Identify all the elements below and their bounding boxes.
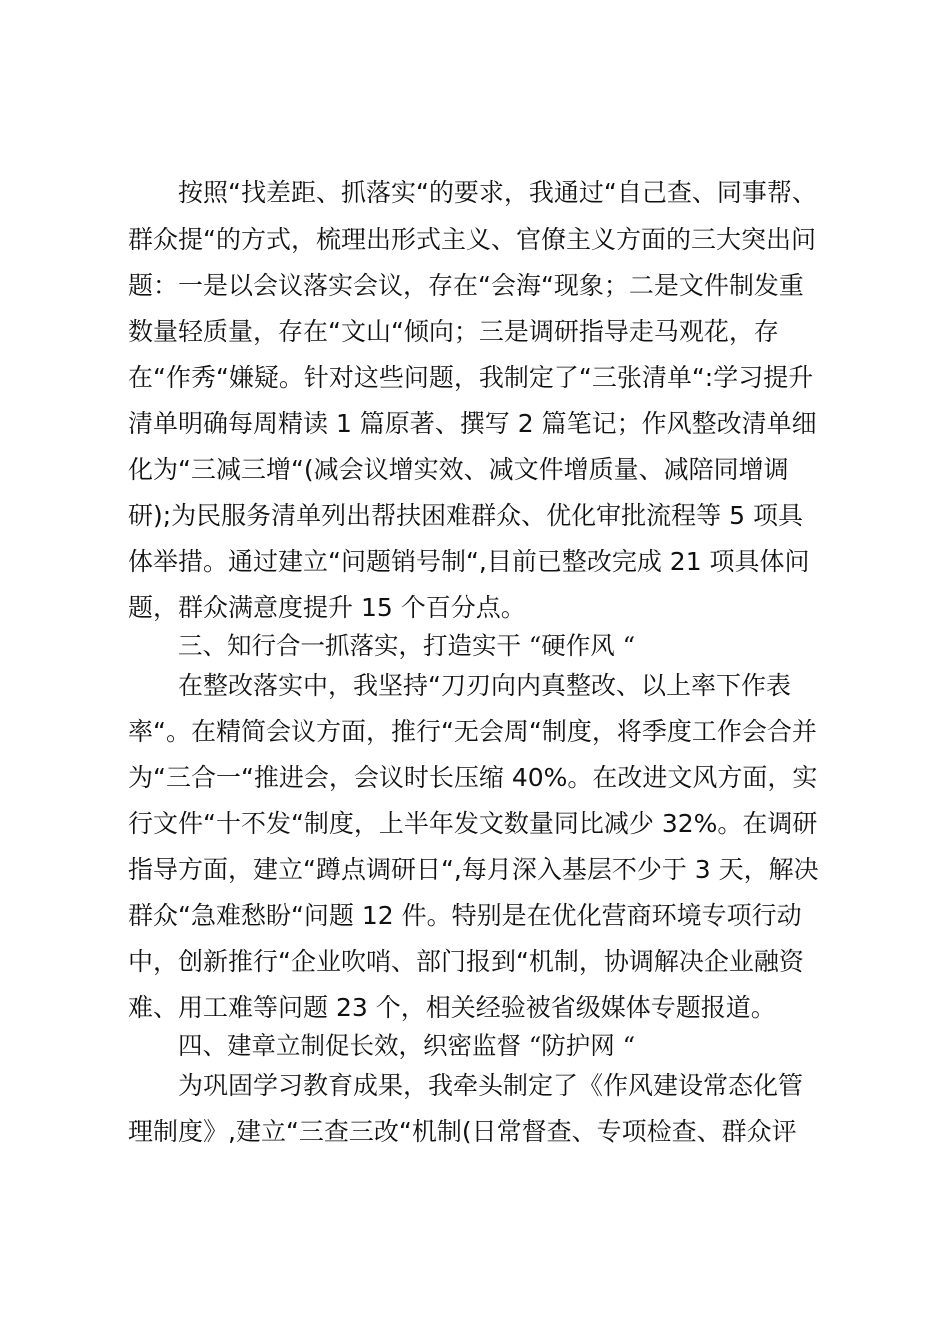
paragraph-1-line-2: 群众提“的方式，梳理出形式主义、官僚主义方面的三大突出问 xyxy=(128,225,816,254)
paragraph-2-line-5: 指导方面，建立“蹲点调研日“,每月深入基层不少于 3 天，解决 xyxy=(128,855,819,884)
paragraph-1-line-3: 题：一是以会议落实会议，存在“会海“现象；二是文件制发重 xyxy=(128,271,804,300)
paragraph-1-line-6: 清单明确每周精读 1 篇原著、撰写 2 篇笔记；作风整改清单细 xyxy=(128,409,817,438)
paragraph-1-line-8: 研);为民服务清单列出帮扶困难群众、优化审批流程等 5 项具 xyxy=(128,501,803,530)
paragraph-1-line-4: 数量轻质量，存在“文山“倾向；三是调研指导走马观花，存 xyxy=(128,317,779,346)
paragraph-1-line-10: 题，群众满意度提升 15 个百分点。 xyxy=(128,593,526,622)
paragraph-1-line-7: 化为“三减三增“(减会议增实效、减文件增质量、减陪同增调 xyxy=(128,455,789,484)
paragraph-1-line-5: 在“作秀“嫌疑。针对这些问题，我制定了“三张清单“:学习提升 xyxy=(128,363,814,392)
paragraph-2-line-6: 群众“急难愁盼“问题 12 件。特别是在优化营商环境专项行动 xyxy=(128,901,802,930)
paragraph-3-line-2: 理制度》,建立“三查三改“机制(日常督查、专项检查、群众评 xyxy=(128,1117,797,1146)
paragraph-3-line-1: 为巩固学习教育成果，我牵头制定了《作风建设常态化管 xyxy=(178,1071,804,1100)
paragraph-2-line-7: 中，创新推行“企业吹哨、部门报到“机制，协调解决企业融资 xyxy=(128,947,804,976)
paragraph-2-line-8: 难、用工难等问题 23 个，相关经验被省级媒体专题报道。 xyxy=(128,993,776,1022)
paragraph-2-line-1: 在整改落实中，我坚持“刀刃向内真整改、以上率下作表 xyxy=(178,671,791,700)
paragraph-2-line-4: 行文件“十不发“制度，上半年发文数量同比减少 32%。在调研 xyxy=(128,809,818,838)
section-heading-4: 四、建章立制促长效，织密监督 “防护网 “ xyxy=(178,1031,636,1060)
paragraph-1-line-9: 体举措。通过建立“问题销号制“,目前已整改完成 21 项具体问 xyxy=(128,547,810,576)
section-heading-3: 三、知行合一抓落实，打造实干 “硬作风 “ xyxy=(178,631,636,660)
paragraph-2-line-2: 率“。在精简会议方面，推行“无会周“制度，将季度工作会合并 xyxy=(128,717,817,746)
paragraph-1-line-1: 按照“找差距、抓落实“的要求，我通过“自己查、同事帮、 xyxy=(178,178,817,207)
paragraph-2-line-3: 为“三合一“推进会，会议时长压缩 40%。在改进文风方面，实 xyxy=(128,763,818,792)
